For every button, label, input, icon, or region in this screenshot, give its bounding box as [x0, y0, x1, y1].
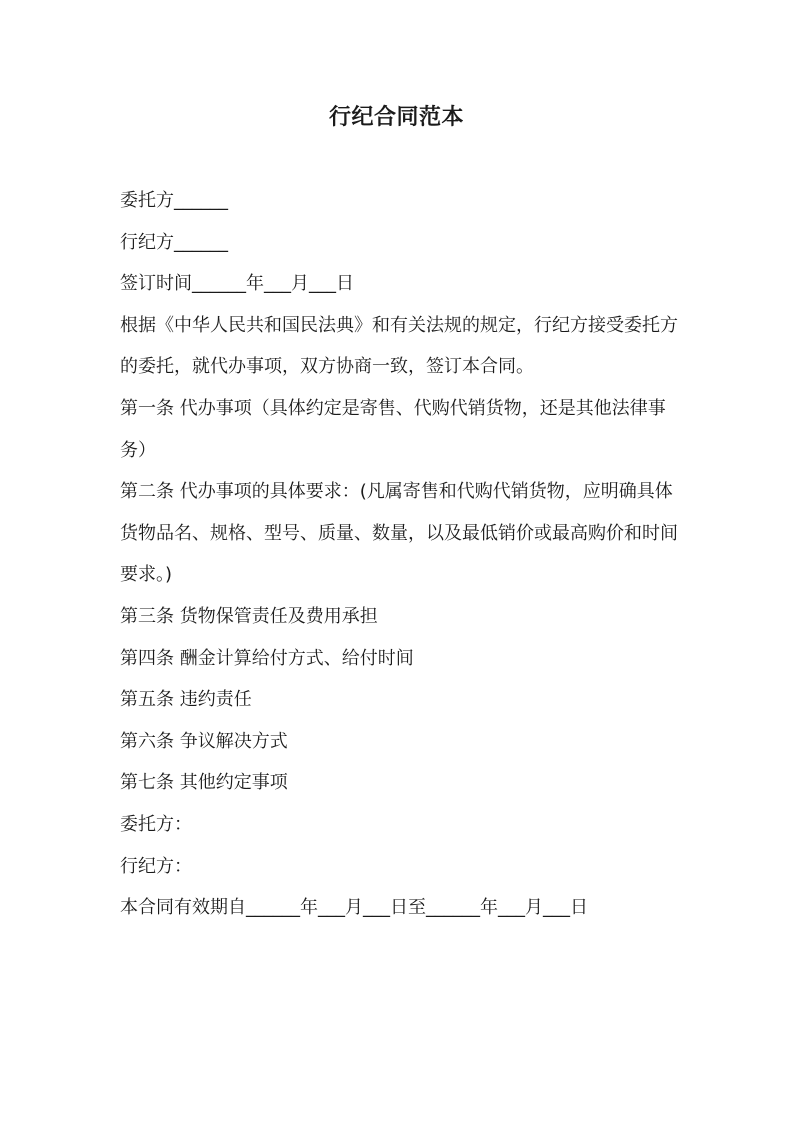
- client-signature-line: 委托方：: [120, 813, 192, 835]
- article-5: 第五条 违约责任: [120, 689, 252, 711]
- article-2: 第二条 代办事项的具体要求：(凡属寄售和代购代销货物，应明确具体货物品名、规格、型号、质量、数量，以及最低销价或最高购价和时间要求。): [120, 481, 678, 586]
- article-3: 第三条 货物保管责任及费用承担: [120, 605, 378, 627]
- validity-period-line: 本合同有效期自______年___月___日至______年___月___日: [120, 897, 588, 919]
- article-1: 第一条 代办事项（具体约定是寄售、代购代销货物，还是其他法律事务）: [120, 397, 666, 461]
- article-4: 第四条 酬金计算给付方式、给付时间: [120, 647, 414, 669]
- client-party-line: 委托方______: [120, 190, 228, 211]
- broker-signature-line: 行纪方：: [120, 855, 192, 877]
- article-7: 第七条 其他约定事项: [120, 772, 288, 794]
- document-body: [120, 180, 680, 929]
- preamble-paragraph: 根据《中华人民共和国民法典》和有关法规的规定，行纪方接受委托方的委托，就代办事项，双方协商一致，签订本合同。: [120, 314, 678, 378]
- broker-party-line: 行纪方______: [120, 231, 228, 253]
- document-title: 行纪合同范本: [328, 105, 464, 130]
- article-6: 第六条 争议解决方式: [120, 730, 288, 752]
- signing-date-line: 签订时间______年___月___日: [120, 273, 354, 295]
